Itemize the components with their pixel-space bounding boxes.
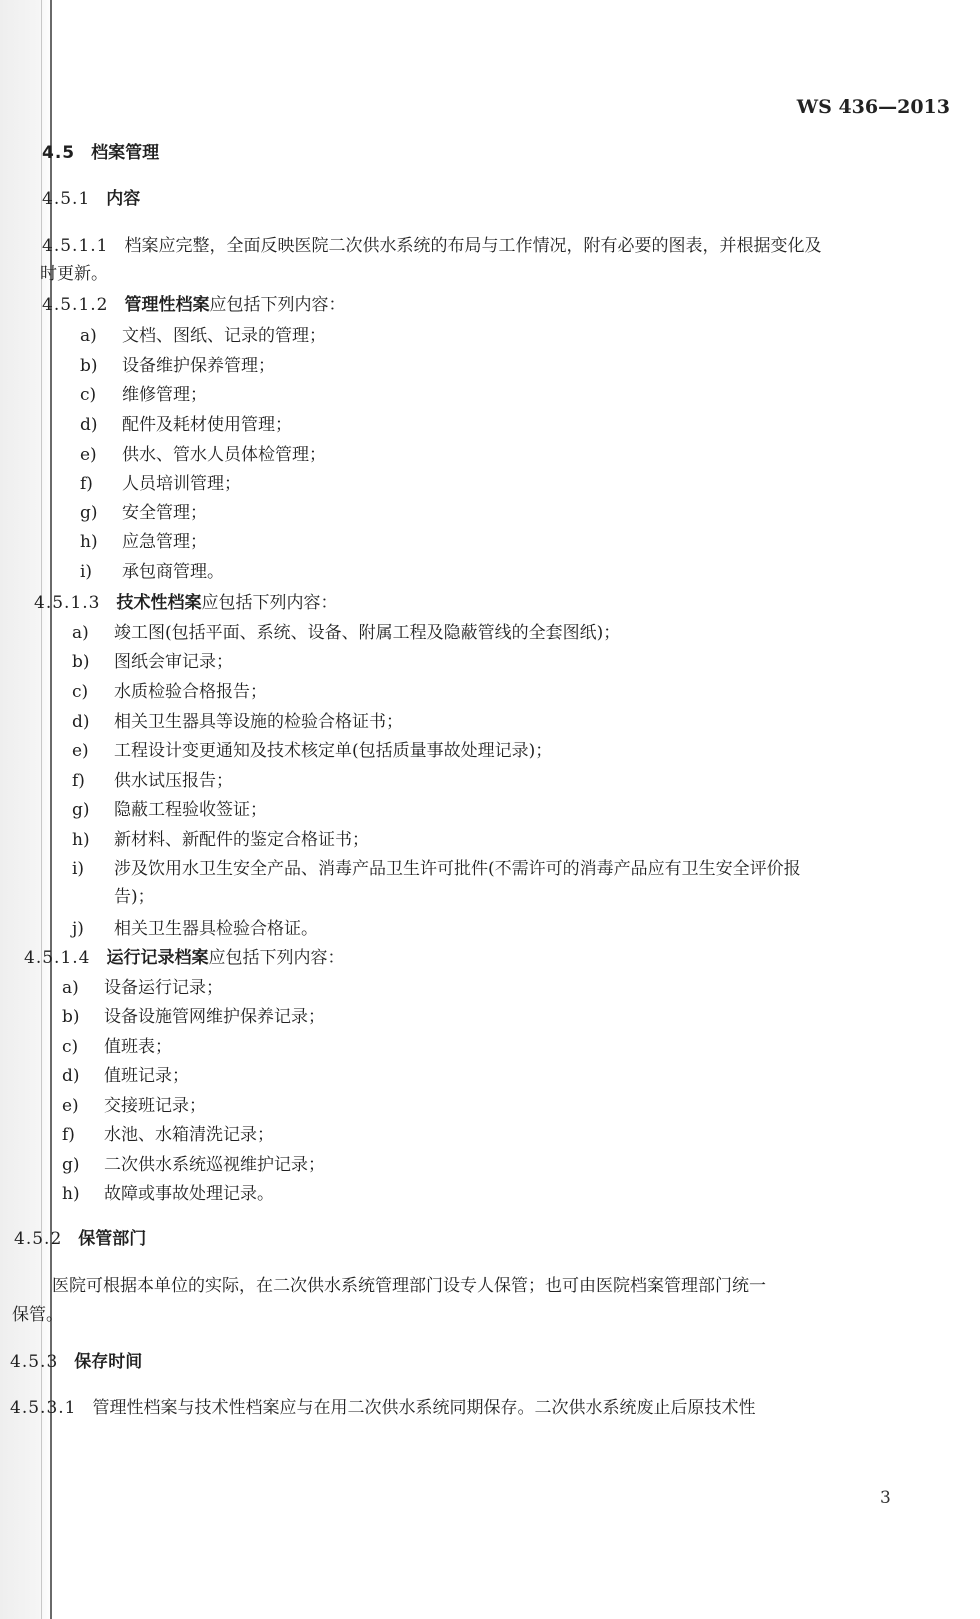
clause-number: 4.5.1.1 bbox=[42, 236, 109, 256]
list-item-label: e) bbox=[62, 1096, 79, 1116]
clause-4-5-1-1-line1 bbox=[42, 235, 821, 257]
list-item-text: 二次供水系统巡视维护记录； bbox=[104, 1155, 325, 1175]
list-item bbox=[72, 711, 403, 733]
list-item-text: 涉及饮用水卫生安全产品、消毒产品卫生许可批件(不需许可的消毒产品应有卫生安全评价报 bbox=[114, 859, 801, 879]
list-item-text: 新材料、新配件的鉴定合格证书； bbox=[114, 830, 369, 850]
list-item-label: a) bbox=[72, 623, 89, 643]
heading-4-5-3 bbox=[10, 1351, 142, 1373]
list-item bbox=[72, 651, 233, 673]
list-item-label: j) bbox=[72, 919, 84, 939]
list-item-text: 水池、水箱清洗记录； bbox=[104, 1125, 274, 1145]
list-item-label: b) bbox=[72, 652, 90, 672]
list-item-label: c) bbox=[80, 385, 97, 405]
list-item-label: g) bbox=[72, 800, 90, 820]
list-item bbox=[80, 473, 241, 495]
list-item-text: 故障或事故处理记录。 bbox=[104, 1184, 274, 1204]
list-item bbox=[72, 858, 801, 880]
list-item bbox=[80, 414, 292, 436]
list-item-label: d) bbox=[72, 712, 90, 732]
list-item-label: d) bbox=[80, 415, 98, 435]
list-item-text: 设备维护保养管理； bbox=[122, 356, 275, 376]
list-item-text: 工程设计变更通知及技术核定单(包括质量事故处理记录)； bbox=[114, 741, 553, 761]
list-item-label: f) bbox=[80, 474, 93, 494]
list-item-label: h) bbox=[80, 532, 98, 552]
clause-number: 4.5.3.1 bbox=[10, 1398, 77, 1418]
list-item-text: 供水、管水人员体检管理； bbox=[122, 445, 326, 465]
list-item-text: 值班记录； bbox=[104, 1066, 189, 1086]
list-item-text: 竣工图(包括平面、系统、设备、附属工程及隐蔽管线的全套图纸)； bbox=[114, 623, 621, 643]
list-item-text: 供水试压报告； bbox=[114, 771, 233, 791]
list-item bbox=[80, 502, 207, 524]
clause-text: 管理性档案与技术性档案应与在用二次供水系统同期保存。二次供水系统废止后原技术性 bbox=[92, 1398, 756, 1418]
list-item-text: 应急管理； bbox=[122, 532, 207, 552]
heading-4-5 bbox=[42, 142, 159, 164]
list-item-text: 水质检验合格报告； bbox=[114, 682, 267, 702]
list-item bbox=[72, 622, 620, 644]
clause-text: 档案应完整，全面反映医院二次供水系统的布局与工作情况，附有必要的图表，并根据变化及 bbox=[124, 236, 822, 256]
list-item bbox=[80, 355, 275, 377]
list-item-text: 相关卫生器具等设施的检验合格证书； bbox=[114, 712, 403, 732]
list-item bbox=[72, 918, 318, 940]
list-item bbox=[80, 531, 207, 553]
list-item-label: f) bbox=[62, 1125, 75, 1145]
paragraph-4-5-2-line1: 医院可根据本单位的实际，在二次供水系统管理部门设专人保管；也可由医院档案管理部门统一 bbox=[52, 1276, 766, 1296]
document-code: WS 436—2013 bbox=[796, 96, 950, 118]
list-item bbox=[72, 681, 267, 703]
list-item-label: h) bbox=[62, 1184, 80, 1204]
list-item-text: 安全管理； bbox=[122, 503, 207, 523]
list-item bbox=[62, 1006, 325, 1028]
section-number: 4.5.1 bbox=[42, 189, 91, 209]
section-title: 档案管理 bbox=[91, 143, 160, 163]
list-item-text: 设备运行记录； bbox=[104, 978, 223, 998]
list-item bbox=[72, 799, 267, 821]
list-item-label: g) bbox=[80, 503, 98, 523]
list-item-label: b) bbox=[62, 1007, 80, 1027]
list-item-text: 交接班记录； bbox=[104, 1096, 206, 1116]
clause-number: 4.5.1.3 bbox=[34, 593, 101, 613]
list-item-label: e) bbox=[72, 741, 89, 761]
heading-4-5-2 bbox=[14, 1228, 146, 1250]
clause-number: 4.5.1.2 bbox=[42, 295, 109, 315]
clause-number: 4.5.1.4 bbox=[24, 948, 91, 968]
page-number: 3 bbox=[880, 1488, 891, 1508]
clause-keyword: 技术性档案 bbox=[116, 593, 202, 613]
list-item-label: b) bbox=[80, 356, 98, 376]
list-item-continuation: 告)； bbox=[114, 887, 155, 907]
list-item-text: 维修管理； bbox=[122, 385, 207, 405]
list-item bbox=[62, 1124, 274, 1146]
section-title: 保存时间 bbox=[74, 1352, 143, 1372]
clause-4-5-1-2 bbox=[42, 294, 345, 316]
list-item-text: 设备设施管网维护保养记录； bbox=[104, 1007, 325, 1027]
clause-4-5-1-3 bbox=[34, 592, 337, 614]
list-item-text: 文档、图纸、记录的管理； bbox=[122, 326, 326, 346]
section-title: 保管部门 bbox=[78, 1229, 147, 1249]
list-item-text: 隐蔽工程验收签证； bbox=[114, 800, 267, 820]
list-item bbox=[62, 1065, 189, 1087]
clause-text: 应包括下列内容： bbox=[201, 593, 338, 613]
list-item bbox=[80, 325, 326, 347]
list-item bbox=[80, 561, 224, 583]
list-item bbox=[72, 770, 233, 792]
section-number: 4.5.2 bbox=[14, 1229, 63, 1249]
heading-4-5-1 bbox=[42, 188, 140, 210]
list-item bbox=[62, 1154, 325, 1176]
list-item-text: 人员培训管理； bbox=[122, 474, 241, 494]
clause-text: 应包括下列内容： bbox=[208, 948, 345, 968]
list-item-label: c) bbox=[62, 1037, 79, 1057]
paragraph-4-5-2-line2: 保管。 bbox=[12, 1305, 63, 1325]
list-item bbox=[72, 740, 552, 762]
section-title: 内容 bbox=[106, 189, 141, 209]
list-item-text: 配件及耗材使用管理； bbox=[122, 415, 292, 435]
section-number: 4.5.3 bbox=[10, 1352, 59, 1372]
section-number: 4.5 bbox=[42, 143, 76, 163]
list-item-text: 图纸会审记录； bbox=[114, 652, 233, 672]
list-item bbox=[62, 977, 223, 999]
list-item bbox=[80, 444, 326, 466]
clause-4-5-3-1 bbox=[10, 1397, 755, 1419]
list-item-text: 值班表； bbox=[104, 1037, 172, 1057]
list-item-label: d) bbox=[62, 1066, 80, 1086]
list-item bbox=[62, 1095, 206, 1117]
list-item-label: c) bbox=[72, 682, 89, 702]
list-item-label: a) bbox=[80, 326, 97, 346]
list-item-label: i) bbox=[80, 562, 93, 582]
clause-text: 应包括下列内容： bbox=[209, 295, 346, 315]
clause-4-5-1-4 bbox=[24, 947, 344, 969]
list-item-label: e) bbox=[80, 445, 97, 465]
clause-4-5-1-1-line2: 时更新。 bbox=[40, 264, 108, 284]
list-item-label: a) bbox=[62, 978, 79, 998]
list-item bbox=[62, 1036, 172, 1058]
list-item bbox=[72, 829, 369, 851]
list-item-label: f) bbox=[72, 771, 85, 791]
list-item-label: h) bbox=[72, 830, 90, 850]
list-item-label: i) bbox=[72, 859, 85, 879]
list-item bbox=[62, 1183, 274, 1205]
list-item-label: g) bbox=[62, 1155, 80, 1175]
list-item-text: 承包商管理。 bbox=[122, 562, 224, 582]
list-item bbox=[80, 384, 207, 406]
clause-keyword: 管理性档案 bbox=[124, 295, 210, 315]
list-item-text: 相关卫生器具检验合格证。 bbox=[114, 919, 318, 939]
clause-keyword: 运行记录档案 bbox=[106, 948, 209, 968]
